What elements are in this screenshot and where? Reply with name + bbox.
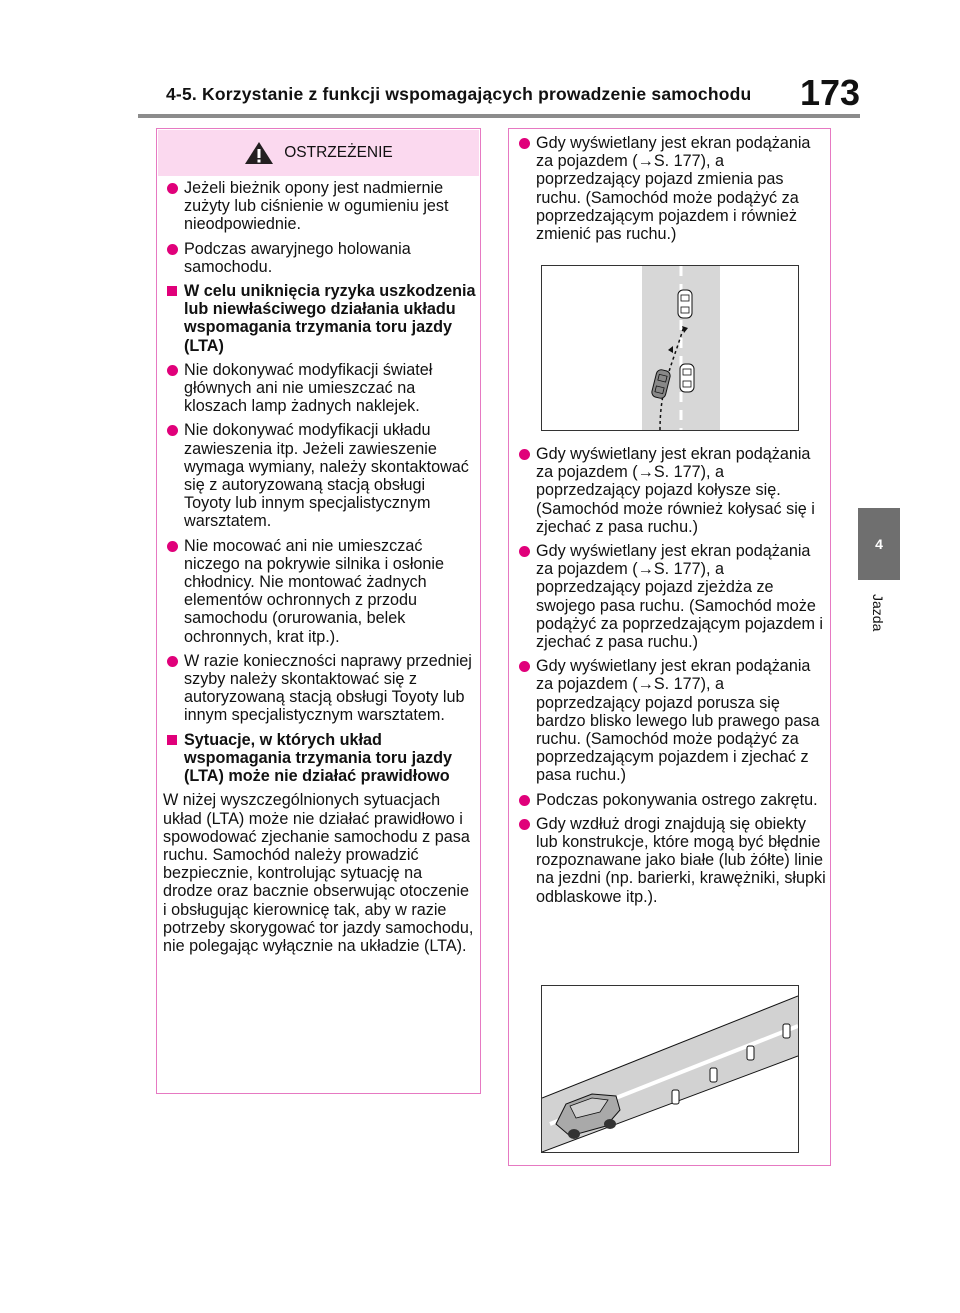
warning-box-left	[156, 128, 481, 1094]
bullet-square-icon	[167, 286, 177, 296]
list-item: Podczas pokonywania ostrego zakrętu.	[515, 791, 826, 809]
right-content-top	[515, 134, 826, 249]
bullet-dot-icon	[519, 661, 530, 672]
list-item: Nie dokonywać modyfikacji świateł głównych ani nie umieszczać na kloszach lamp żadnych naklejek.	[163, 361, 476, 416]
bullet-dot-icon	[167, 656, 178, 667]
warning-box-right	[508, 128, 831, 1166]
list-item: Podczas awaryjnego holowania samochodu.	[163, 240, 476, 276]
warning-triangle-icon	[244, 141, 274, 165]
list-item: Nie dokonywać modyfikacji układu zawieszenia itp. Jeżeli zawieszenie wymaga wymiany, należy skontaktować się z autoryzowaną stacją obsługi Toyoty lub innym specjalistycznym warsztatem.	[163, 421, 476, 530]
bullet-dot-icon	[167, 425, 178, 436]
bullet-dot-icon	[167, 183, 178, 194]
bullet-square-icon	[167, 735, 177, 745]
lane-change-illustration	[542, 266, 798, 430]
bullet-dot-icon	[519, 795, 530, 806]
section-heading: Sytuacje, w których układ wspomagania trzymania toru jazdy (LTA) może nie działać prawidłowo	[163, 731, 476, 786]
chapter-label: Jazda	[870, 594, 886, 632]
list-item: Jeżeli bieżnik opony jest nadmiernie zużyty lub ciśnienie w ogumieniu jest nieodpowiednie.	[163, 179, 476, 234]
bullet-dot-icon	[167, 365, 178, 376]
bullet-dot-icon	[167, 244, 178, 255]
chapter-tab[interactable]	[858, 508, 900, 580]
warning-header	[158, 130, 479, 176]
list-item: Gdy wyświetlany jest ekran podążania za pojazdem (→S. 177), a poprzedzający pojazd kołysze się. (Samochód może również kołysać się i zjechać z pasa ruchu.)	[515, 445, 826, 536]
list-item: Nie mocować ani nie umieszczać niczego na pokrywie silnika i osłonie chłodnicy. Nie montować żadnych elementów ochronnych z przodu samochodu (orurowania, belek ochronnych, krat itp.).	[163, 537, 476, 646]
warning-title: OSTRZEŻENIE	[284, 144, 393, 161]
lane-change-figure	[541, 265, 799, 431]
left-content	[163, 179, 476, 955]
header-rule	[138, 114, 860, 118]
section-paragraph: W niżej wyszczególnionych sytuacjach układ (LTA) może nie działać prawidłowo i spowodować zjechanie samochodu z pasa ruchu. Samochód należy prowadzić bezpiecznie, kontrolując sytuację na drodze oraz bacznie obserwując otoczenie i obsługując kierownicę tak, aby w razie potrzeby skorygować tor jazdy samochodu, nie polegając wyłącznie na układzie (LTA).	[163, 791, 474, 955]
list-item: Gdy wyświetlany jest ekran podążania za pojazdem (→S. 177), a poprzedzający pojazd zjeżdża ze swojego pasa ruchu. (Samochód może podążyć za poprzedzającym pojazdem i zjechać z pasa ruchu.)	[515, 542, 826, 651]
chapter-number: 4	[875, 536, 883, 552]
list-item: Gdy wyświetlany jest ekran podążania za pojazdem (→S. 177), a poprzedzający pojazd zmienia pas ruchu. (Samochód może podążyć za poprzedzającym pojazdem i również zmienić pas ruchu.)	[515, 134, 826, 243]
right-content-mid	[515, 445, 826, 912]
bullet-dot-icon	[519, 138, 530, 149]
list-item: W razie konieczności naprawy przedniej szyby należy skontaktować się z autoryzowaną stacją obsługi Toyoty lub innym specjalistycznym warsztatem.	[163, 652, 476, 725]
section-heading: W celu uniknięcia ryzyka uszkodzenia lub niewłaściwego działania układu wspomagania trzymania toru jazdy (LTA)	[163, 282, 476, 355]
bullet-dot-icon	[519, 449, 530, 460]
bullet-dot-icon	[519, 819, 530, 830]
page-header-title: 4-5. Korzystanie z funkcji wspomagających prowadzenie samochodu	[166, 84, 752, 104]
list-item: Gdy wzdłuż drogi znajdują się obiekty lub konstrukcje, które mogą być błędnie rozpoznawane jako białe (lub żółte) linie na jezdni (np. barierki, krawężniki, słupki odblaskowe itp.).	[515, 815, 826, 906]
page-number: 173	[800, 72, 861, 113]
bullet-dot-icon	[519, 546, 530, 557]
roadside-objects-illustration	[542, 986, 798, 1152]
list-item: Gdy wyświetlany jest ekran podążania za pojazdem (→S. 177), a poprzedzający pojazd porusza się bardzo blisko lewego lub prawego pasa ruchu. (Samochód może podążyć za poprzedzającym pojazdem i zjechać z pasa ruchu.)	[515, 657, 826, 784]
bullet-dot-icon	[167, 541, 178, 552]
roadside-objects-figure	[541, 985, 799, 1153]
